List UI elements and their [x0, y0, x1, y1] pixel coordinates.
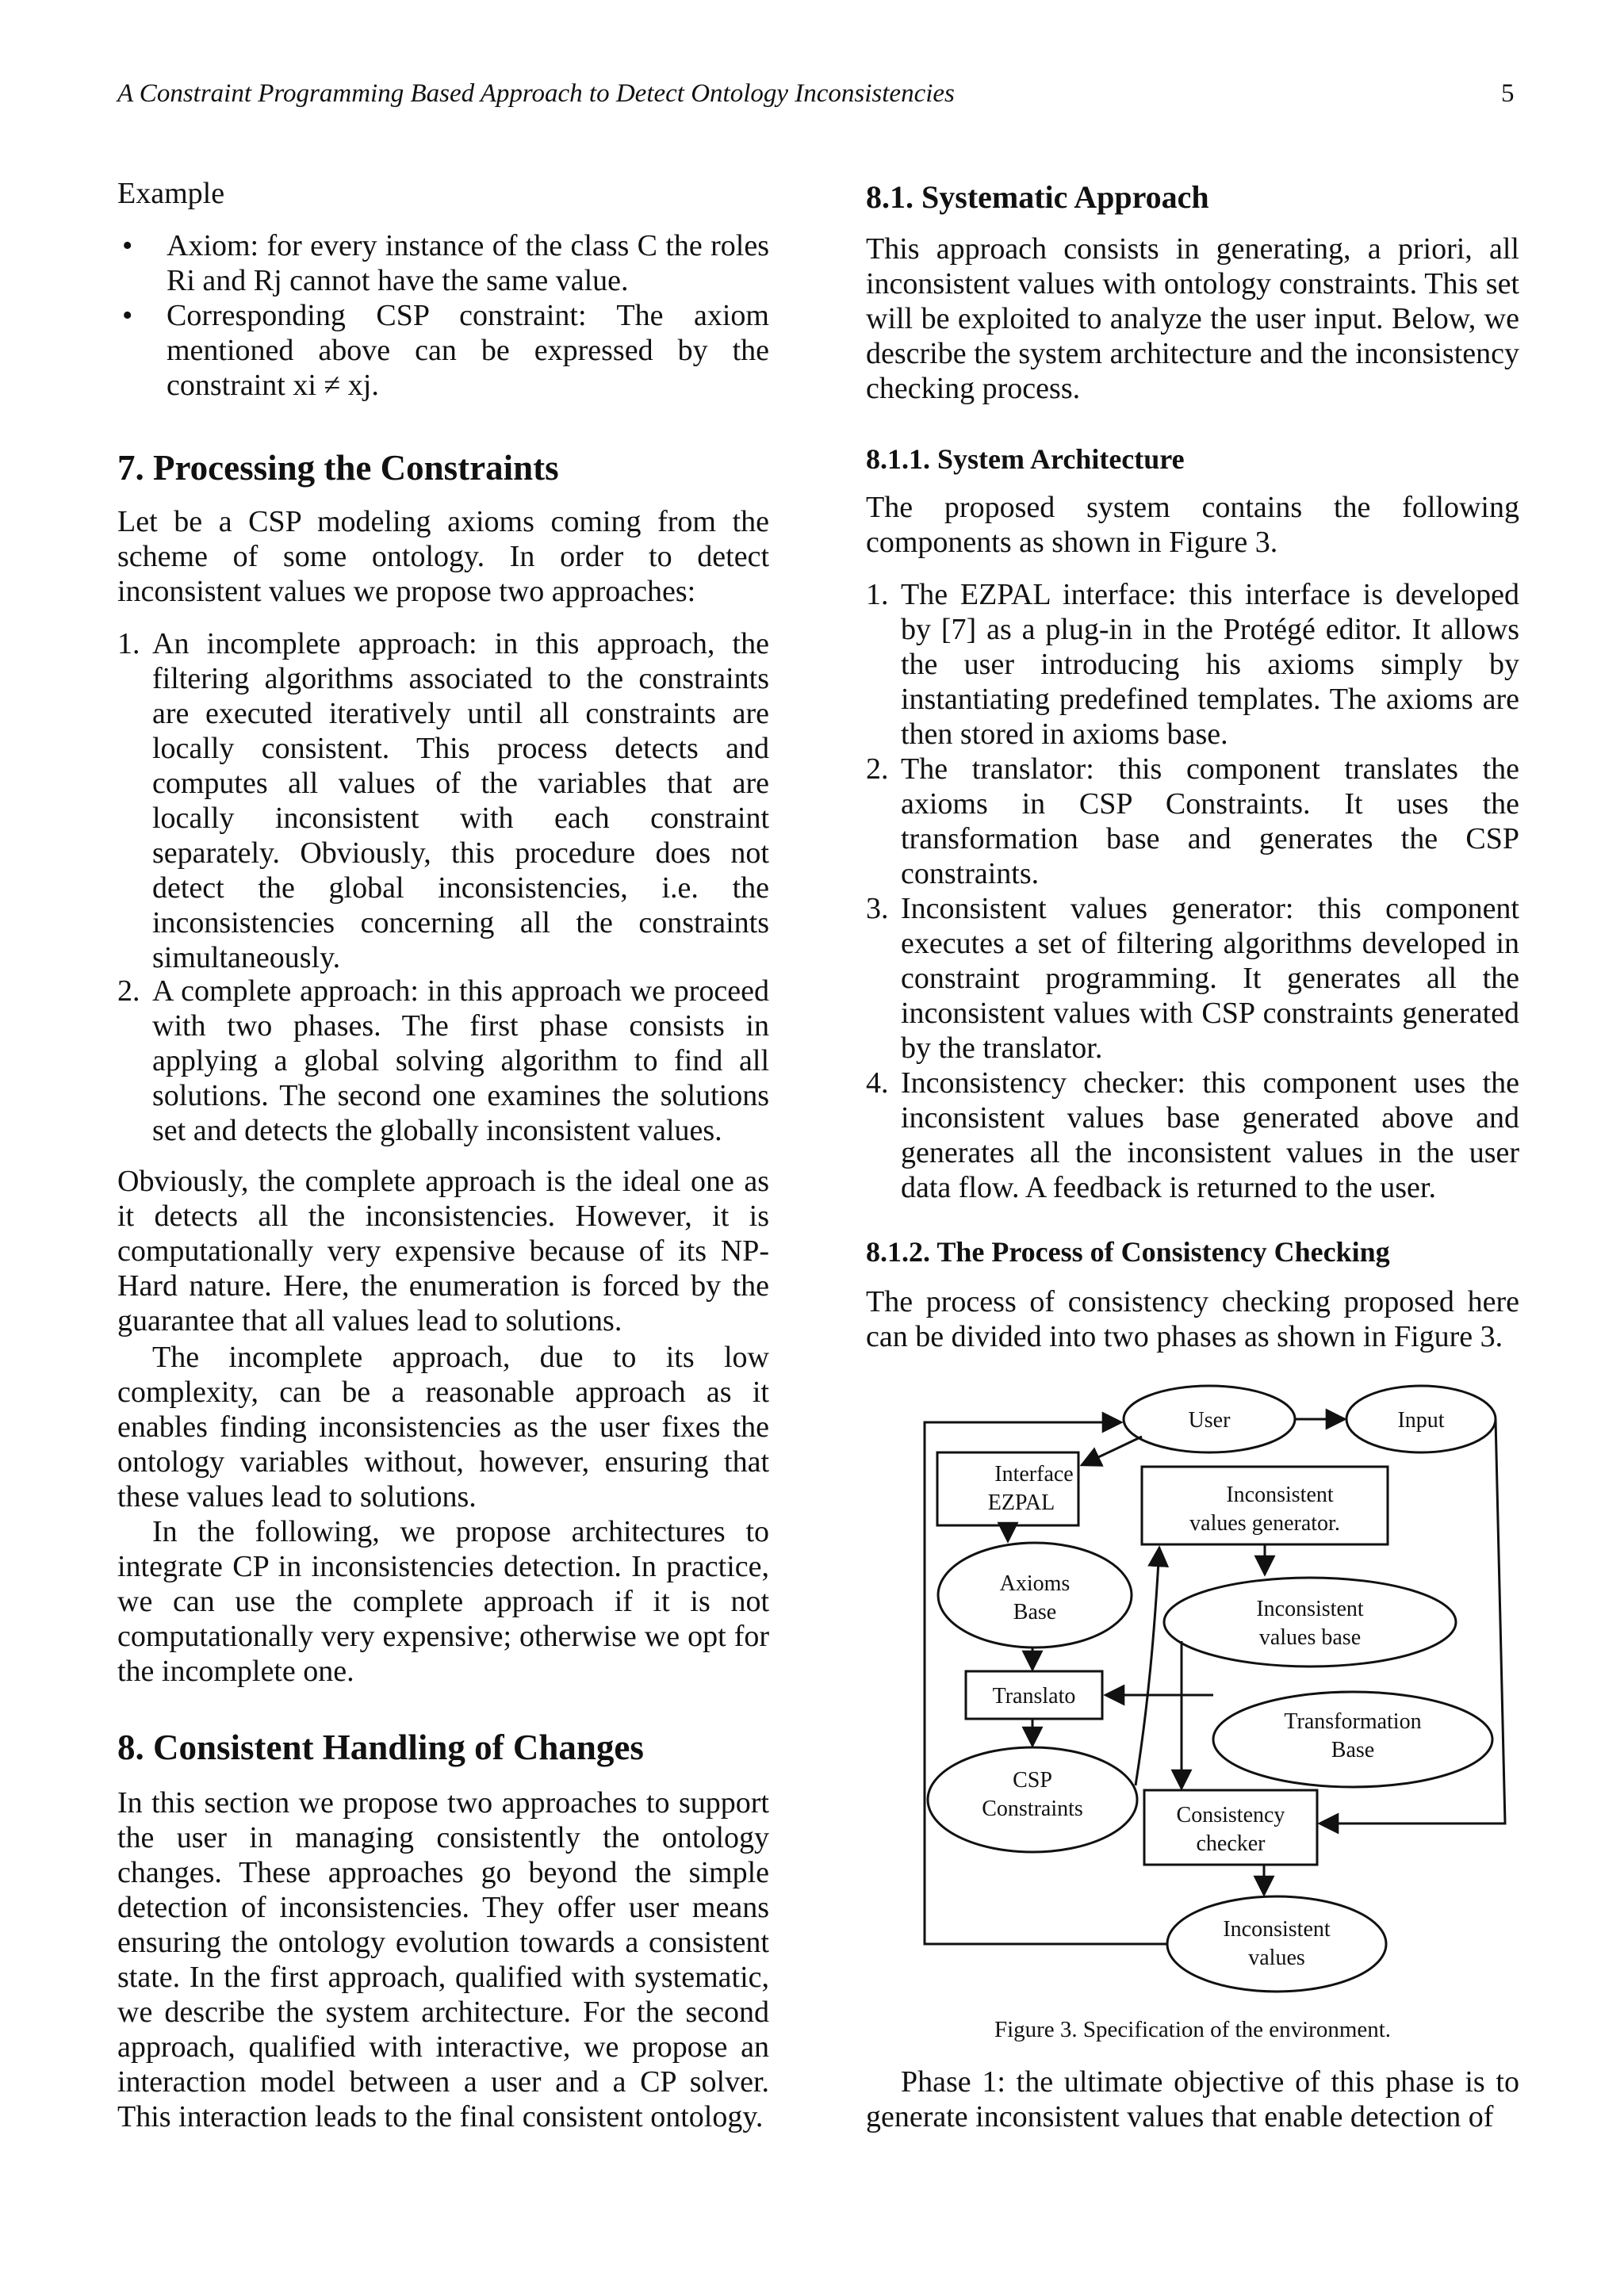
- edge-csp-generator: [1136, 1548, 1159, 1785]
- paragraph: The process of consistency checking proposed here can be divided into two phases as shown in Figure 3.: [866, 1285, 1519, 1353]
- transformation-label: Transformation: [1284, 1709, 1422, 1734]
- list-text: A complete approach: in this approach we proceed with two phases. The first phase consists in applying a global solving algorithm to find all solutions. The second one examines the solutions set and detects the globally inconsistent values.: [152, 974, 769, 1147]
- list-number: 4.: [866, 1066, 889, 1100]
- example-label: Example: [117, 177, 225, 210]
- bullet-icon: •: [122, 299, 133, 332]
- section-8-1-heading: 8.1. Systematic Approach: [866, 179, 1209, 215]
- section-7-heading: 7. Processing the Constraints: [117, 448, 559, 488]
- transformation-label: Base: [1331, 1738, 1375, 1762]
- section-8-1-1-heading: 8.1.1. System Architecture: [866, 443, 1185, 475]
- running-title: A Constraint Programming Based Approach to Detect Ontology Inconsistencies: [117, 79, 955, 108]
- axioms-label: Axioms: [999, 1571, 1071, 1596]
- section-7-intro: Let be a CSP modeling axioms coming from the scheme of some ontology. In order to detect inconsistent values we propose two approaches:: [117, 505, 769, 608]
- list-number: 2.: [866, 752, 889, 786]
- paragraph: This approach consists in generating, a priori, all inconsistent values with ontology constraints. This set will be exploited to analyze the user input. Below, we describe the system architecture and the inconsistency checking process.: [866, 232, 1519, 405]
- list-text: Inconsistent values generator: this component executes a set of filtering algorithms developed in constraint programming. It generates all the inconsistent values with CSP constraints generated by the translator.: [901, 892, 1519, 1065]
- axioms-label: Base: [1013, 1600, 1057, 1624]
- interface-label: Interface: [994, 1462, 1074, 1487]
- generator-label: values generator.: [1189, 1511, 1340, 1536]
- values-node: [1167, 1896, 1386, 1992]
- values-label: values: [1248, 1946, 1305, 1970]
- paragraph: Phase 1: the ultimate objective of this phase is to generate inconsistent values that enable detection of: [866, 2065, 1519, 2133]
- bullet-icon: •: [122, 229, 133, 262]
- paragraph: In the following, we propose architectures to integrate CP in inconsistencies detection. In practice, we can use the complete approach if it is not computationally very expensive; otherwise we opt for the incomplete one.: [117, 1515, 769, 1688]
- figure-caption: Figure 3. Specification of the environment.: [994, 2017, 1392, 2042]
- list-number: 1.: [866, 578, 889, 611]
- list-text: An incomplete approach: in this approach, the filtering algorithms associated to the constraints are executed iteratively until all constraints are locally consistent. This process detects and computes all values of the variables that are locally inconsistent with each constraint separately. Obviously, this procedure does not detect the global inconsistencies, i.e. the inconsistencies concerning all the constraints simultaneously.: [152, 627, 769, 974]
- values-label: Inconsistent: [1223, 1917, 1331, 1942]
- user-label: User: [1188, 1408, 1231, 1433]
- values-base-label: Inconsistent: [1256, 1597, 1364, 1621]
- list-number: 2.: [117, 974, 140, 1008]
- paragraph: The incomplete approach, due to its low complexity, can be a reasonable approach as it enables finding inconsistencies as the user fixes the ontology variables without, however, ensuring that these values lead to solutions.: [117, 1341, 769, 1513]
- list-number: 3.: [866, 892, 889, 925]
- edge-user-interface: [1082, 1437, 1142, 1465]
- values-base-label: values base: [1258, 1625, 1362, 1650]
- list-text: The EZPAL interface: this interface is developed by [7] as a plug-in in the Protégé editor. It allows the user introducing his axioms simply by instantiating predefined templates. The axioms are then stored in axioms base.: [901, 578, 1519, 751]
- generator-label: Inconsistent: [1226, 1483, 1334, 1507]
- paragraph: In this section we propose two approaches to support the user in managing consistently the ontology changes. These approaches go beyond the simple detection of inconsistencies. They offer user means ensuring the ontology evolution towards a consistent state. In the first approach, qualified with systematic, we describe the system architecture. For the second approach, qualified with interactive, we propose an interaction model between a user and a CP solver. This interaction leads to the final consistent ontology.: [117, 1786, 769, 2133]
- list-text: Inconsistency checker: this component uses the inconsistent values base generated above and generates all the inconsistent values in the user data flow. A feedback is returned to the user.: [901, 1066, 1519, 1204]
- values-base-node: [1164, 1578, 1456, 1667]
- translator-label: Translato: [992, 1684, 1076, 1709]
- checker-label: checker: [1196, 1831, 1266, 1856]
- csp-label: CSP: [1013, 1768, 1052, 1793]
- input-label: Input: [1397, 1408, 1445, 1433]
- paragraph: Obviously, the complete approach is the ideal one as it detects all the inconsistencies. However, it is computationally very expensive because of its NP-Hard nature. Here, the enumeration is forced by the guarantee that all values lead to solutions.: [117, 1165, 769, 1337]
- list-text: The translator: this component translates the axioms in CSP Constraints. It uses the transformation base and generates the CSP constraints.: [901, 752, 1519, 890]
- list-number: 1.: [117, 627, 140, 660]
- interface-label: EZPAL: [987, 1490, 1055, 1515]
- page-number: 5: [1501, 79, 1515, 108]
- section-8-heading: 8. Consistent Handling of Changes: [117, 1728, 644, 1767]
- bullet-text: Axiom: for every instance of the class C the roles Ri and Rj cannot have the same value.: [167, 229, 769, 297]
- paragraph: The proposed system contains the following components as shown in Figure 3.: [866, 491, 1519, 559]
- section-8-1-2-heading: 8.1.2. The Process of Consistency Checking: [866, 1236, 1390, 1268]
- bullet-text: Corresponding CSP constraint: The axiom mentioned above can be expressed by the constraint xi ≠ xj.: [167, 299, 769, 402]
- csp-label: Constraints: [982, 1797, 1083, 1821]
- edge-input-checker: [1320, 1419, 1505, 1823]
- checker-label: Consistency: [1176, 1803, 1285, 1827]
